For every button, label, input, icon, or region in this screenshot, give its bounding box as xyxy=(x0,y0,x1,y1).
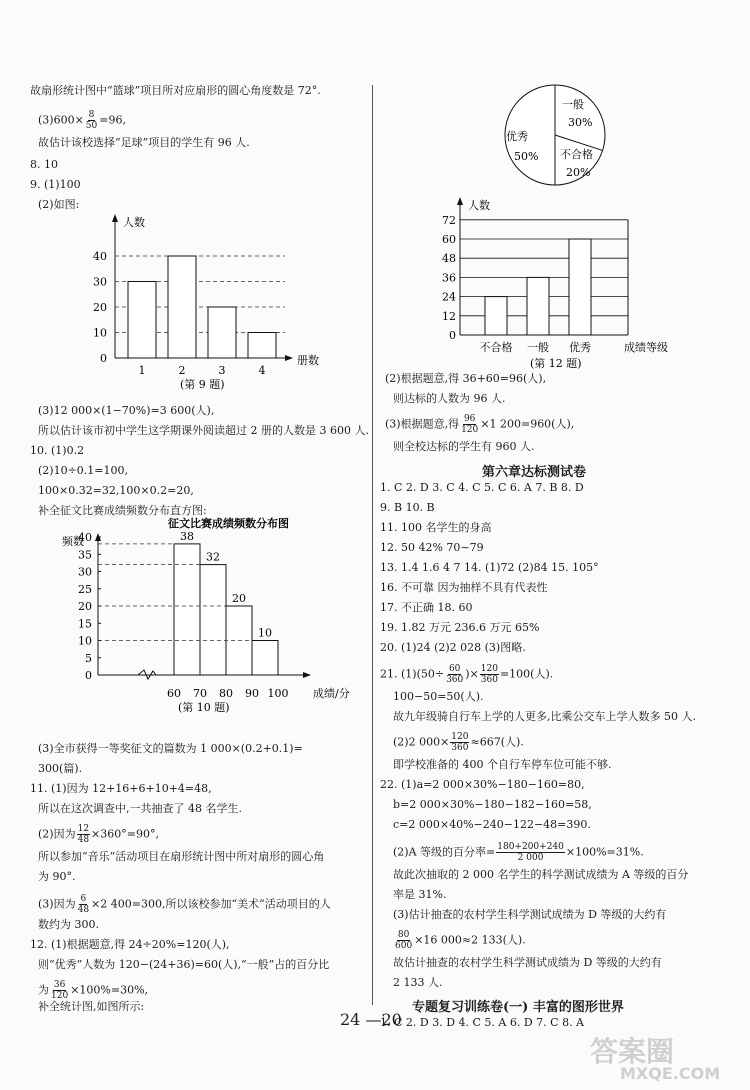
pie-slice-label: 不合格 xyxy=(560,148,593,161)
fraction: $\frac{12}{48}$ xyxy=(77,824,90,845)
x-tick-label: 4 xyxy=(258,364,266,377)
answer-line: 22. (1)a=2 000×30%−180−160=80, xyxy=(380,778,585,791)
pie-slice-label: 一般 xyxy=(562,98,584,111)
answer-line: 17. 不正确 18. 60 xyxy=(380,601,473,614)
bar xyxy=(527,277,549,335)
text-line: 100×0.32=32,100×0.2=20, xyxy=(38,484,194,497)
y-tick-label: 0 xyxy=(100,352,107,365)
y-tick-label: 0 xyxy=(85,669,92,682)
y-tick-label: 40 xyxy=(93,250,107,263)
answer-line: 13. 1.4 1.6 4 7 14. (1)72 (2)84 15. 105° xyxy=(380,561,599,574)
y-tick-label: 15 xyxy=(78,617,92,631)
chart-caption: (第 12 题) xyxy=(530,357,582,370)
text-line: 补全征文比赛成绩频数分布直方图: xyxy=(38,504,207,517)
page-number: 24 —20 xyxy=(340,1010,402,1029)
y-tick-label: 35 xyxy=(78,548,92,562)
y-tick-label: 48 xyxy=(442,252,456,266)
y-axis-arrow xyxy=(457,197,463,205)
text-line: (2)根据题意,得 36+60=96(人), xyxy=(385,372,547,385)
y-axis-label: 人数 xyxy=(123,216,145,229)
y-tick-label: 0 xyxy=(449,329,456,342)
chart-title: 征文比赛成绩频数分布图 xyxy=(168,517,289,530)
bar xyxy=(569,239,591,335)
text-line: (2)因为 $\frac{12}{48}$ ×360°=90°, xyxy=(38,824,159,845)
chart-q12-pie xyxy=(500,80,610,190)
data-label: 20 xyxy=(232,592,246,605)
answer-line: 11. 100 名学生的身高 xyxy=(380,521,492,534)
y-tick-label: 30 xyxy=(93,275,107,289)
answer-line: 19. 1.82 万元 236.6 万元 65% xyxy=(380,621,540,634)
text-line: 故此次抽取的 2 000 名学生的科学测试成绩为 A 等级的百分 xyxy=(393,868,689,881)
x-tick-label: 100 xyxy=(267,687,289,700)
text-line: 数约为 300. xyxy=(38,918,99,931)
text-line: 故扇形统计图中“篮球”项目所对应扇形的圆心角度数是 72°. xyxy=(30,84,321,97)
text-line: c=2 000×40%−240−122−48=390. xyxy=(393,818,591,831)
x-tick-label: 90 xyxy=(245,687,259,700)
x-tick-label: 60 xyxy=(167,687,181,700)
chart-q12-bar xyxy=(420,195,670,370)
y-tick-label: 30 xyxy=(78,565,92,579)
text-line: 2 133 人. xyxy=(393,976,443,989)
x-axis-label: 成绩等级 xyxy=(624,341,668,354)
x-tick-label: 3 xyxy=(218,364,226,377)
bar xyxy=(485,297,507,335)
column-divider xyxy=(372,85,373,1005)
fraction: $\frac{8}{50}$ xyxy=(85,110,98,131)
question-8: 8. 10 xyxy=(30,158,58,171)
y-axis-arrow xyxy=(112,214,118,222)
y-tick-label: 20 xyxy=(78,600,92,613)
text-line: 300(篇). xyxy=(38,762,83,775)
bar xyxy=(174,544,200,675)
chart-q9 xyxy=(85,210,335,400)
text-line: (2)如图: xyxy=(38,198,80,211)
question-10: 10. (1)0.2 xyxy=(30,444,85,457)
answer-line: 1. C 2. D 3. D 4. C 5. A 6. D 7. C 8. A xyxy=(380,1016,585,1029)
fraction: $\frac{120}{360}$ xyxy=(480,664,498,685)
y-tick-label: 40 xyxy=(78,531,92,544)
text-line: 率是 31%. xyxy=(393,888,447,901)
text-line: 故估计抽查的农村学生科学测试成绩为 D 等级的大约有 xyxy=(393,956,662,969)
y-axis-label: 人数 xyxy=(468,199,490,212)
text-line: 为 $\frac{36}{120}$ ×100%=30%, xyxy=(38,980,149,1001)
y-tick-label: 5 xyxy=(85,651,92,665)
y-tick-label: 60 xyxy=(442,233,456,246)
y-tick-label: 24 xyxy=(442,290,456,304)
y-tick-label: 25 xyxy=(78,582,92,596)
answer-line: 9. B 10. B xyxy=(380,501,435,514)
question-9: 9. (1)100 xyxy=(30,178,81,191)
x-tick-label: 优秀 xyxy=(569,341,591,354)
text-line: 故估计该校选择“足球”项目的学生有 96 人. xyxy=(38,136,250,149)
section-heading: 第六章达标测试卷 xyxy=(482,465,587,480)
y-axis-label: 频数 xyxy=(62,535,84,548)
text-line: (3)全市获得一等奖征文的篇数为 1 000×(0.2+0.1)= xyxy=(38,742,303,755)
x-tick-label: 一般 xyxy=(527,341,549,354)
fraction: $\frac{6}{48}$ xyxy=(77,894,90,915)
x-tick-label: 2 xyxy=(178,364,186,377)
data-label: 32 xyxy=(206,550,220,564)
text-line: 则达标的人数为 96 人. xyxy=(393,392,506,405)
answer-line: 21. (1)(50÷ $\frac{60}{360}$ )× $\frac{120}{360}$ =100(人). xyxy=(380,664,554,685)
bar xyxy=(208,307,236,358)
text-line: 补全统计图,如图所示: xyxy=(38,1000,145,1013)
text-line: 即学校准备的 400 个自行车停车位可能不够. xyxy=(393,758,612,771)
text-line: 所以在这次调查中,一共抽查了 48 名学生. xyxy=(38,802,242,815)
text-line: 为 90°. xyxy=(38,870,76,883)
y-tick-label: 12 xyxy=(442,309,456,323)
x-axis-arrow xyxy=(303,672,311,678)
fraction: $\frac{120}{360}$ xyxy=(451,732,469,753)
text-line: 所以估计该市初中学生这学期课外阅读超过 2 册的人数是 3 600 人. xyxy=(38,424,369,437)
x-axis-label: 成绩/分 xyxy=(313,687,350,700)
text-line: (3)估计抽查的农村学生科学测试成绩为 D 等级的大约有 xyxy=(393,908,667,921)
bar xyxy=(200,565,226,675)
watermark-logo: 答案圈 xyxy=(590,1035,675,1068)
x-tick-label: 不合格 xyxy=(479,341,513,354)
x-axis-arrow xyxy=(285,355,293,361)
watermark-url: MXQE.COM xyxy=(620,1064,721,1083)
answer-line: 1. C 2. D 3. C 4. C 5. C 6. A 7. B 8. D xyxy=(380,481,584,494)
text-line: b=2 000×30%−180−182−160=58, xyxy=(393,798,592,811)
fraction: $\frac{180+200+240}{2 000}$ xyxy=(497,842,564,863)
fraction: $\frac{80}{600}$ xyxy=(395,930,413,951)
y-tick-label: 10 xyxy=(78,634,92,648)
chart-caption: (第 9 题) xyxy=(180,378,225,391)
answer-line: 16. 不可靠 因为抽样不具有代表性 xyxy=(380,581,548,594)
section-heading: 专题复习训练卷(一) 丰富的图形世界 xyxy=(412,1000,624,1015)
pie-slice-percent: 50% xyxy=(514,150,539,163)
x-axis-label: 册数 xyxy=(297,354,319,367)
pie-slice-percent: 20% xyxy=(566,166,591,179)
fraction: $\frac{96}{120}$ xyxy=(461,414,479,435)
text-line: 则全校达标的学生有 960 人. xyxy=(393,440,535,453)
text-line: 则“优秀”人数为 120−(24+36)=60(人),“一般”占的百分比 xyxy=(38,958,330,971)
x-tick-label: 80 xyxy=(219,687,233,700)
data-label: 10 xyxy=(258,626,272,640)
text-line: (2)A 等级的百分率= $\frac{180+200+240}{2 000}$ ×100%=31%. xyxy=(393,842,644,863)
text-line: $\frac{80}{600}$ ×16 000≈2 133(人). xyxy=(395,930,526,951)
bar xyxy=(128,282,156,359)
text-line: (3)12 000×(1−70%)=3 600(人), xyxy=(38,404,215,417)
y-tick-label: 10 xyxy=(93,326,107,340)
pie-slice-percent: 30% xyxy=(568,116,593,129)
chart-q10 xyxy=(60,515,360,730)
answer-line: 20. (1)24 (2)2 028 (3)图略. xyxy=(380,641,526,654)
text-line: (2)10÷0.1=100, xyxy=(38,464,128,477)
x-tick-label: 70 xyxy=(193,687,207,700)
fraction: $\frac{36}{120}$ xyxy=(51,980,69,1001)
text-line: 故九年级骑自行车上学的人更多,比乘公交车上学人数多 50 人. xyxy=(393,710,696,723)
text-line: (3)根据题意,得 $\frac{96}{120}$ ×1 200=960(人), xyxy=(385,414,575,435)
answer-line: 12. 50 42% 70∼79 xyxy=(380,541,484,554)
text-line: (2)2 000× $\frac{120}{360}$ ≈667(人). xyxy=(393,732,524,753)
question-11: 11. (1)因为 12+16+6+10+4=48, xyxy=(30,782,212,795)
bar xyxy=(248,333,276,359)
pie-slice-label: 优秀 xyxy=(506,130,528,143)
y-tick-label: 72 xyxy=(442,213,456,227)
chart-caption: (第 10 题) xyxy=(178,701,230,714)
text-line: 100−50=50(人). xyxy=(393,690,484,703)
data-label: 38 xyxy=(180,529,194,543)
fraction: $\frac{60}{360}$ xyxy=(446,664,464,685)
bar xyxy=(252,641,278,676)
y-tick-label: 36 xyxy=(442,271,456,285)
question-12: 12. (1)根据题意,得 24÷20%=120(人), xyxy=(30,938,230,951)
y-tick-label: 20 xyxy=(93,301,107,314)
text-line: 所以参加“音乐”活动项目在扇形统计图中所对扇形的圆心角 xyxy=(38,850,325,863)
text-line: (3)因为 $\frac{6}{48}$ ×2 400=300,所以该校参加“美术”活动项目的人 xyxy=(38,894,331,915)
x-tick-label: 1 xyxy=(138,364,146,377)
bar xyxy=(168,256,196,358)
text-line: (3)600× $\frac{8}{50}$ =96, xyxy=(38,110,126,131)
